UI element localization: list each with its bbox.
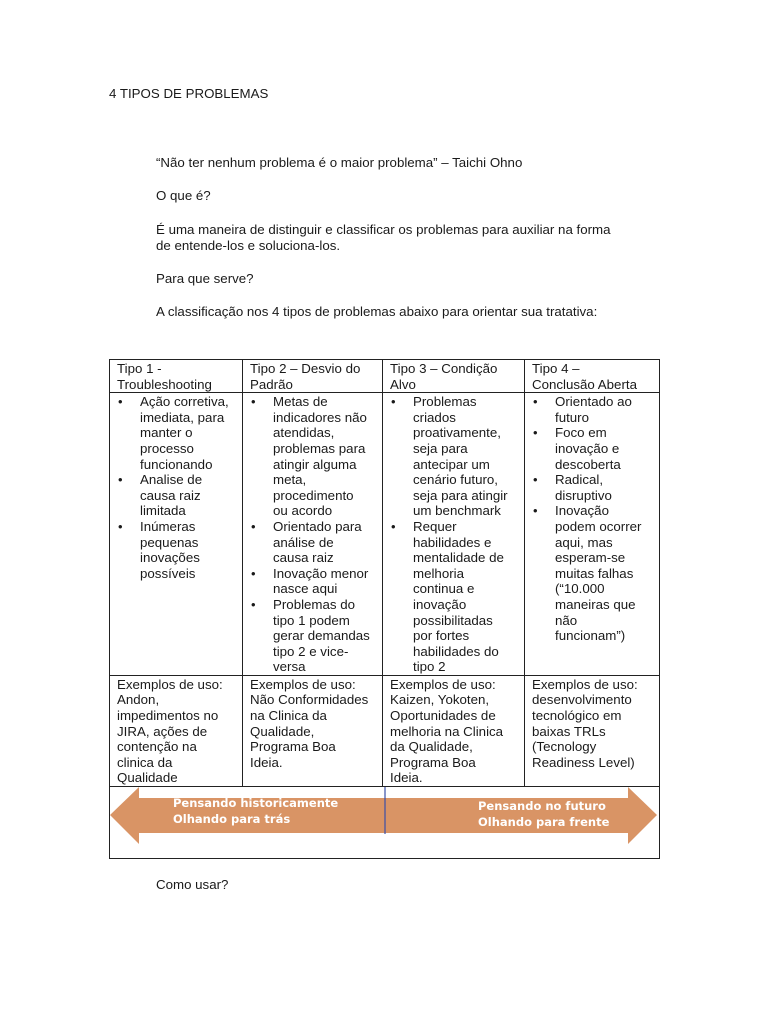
examples-cell	[525, 675, 660, 786]
bullet-list	[117, 394, 239, 581]
example-line: na Clinica da	[250, 708, 327, 724]
header-cell	[525, 360, 660, 393]
bullet-line: • Ação corretiva,	[140, 394, 229, 410]
bullet-line: • Inovação	[555, 503, 609, 519]
example-line: melhoria na Clinica	[390, 723, 504, 739]
answer-what-line-2: de entende-los e soluciona-los.	[156, 238, 341, 253]
bullet-line: seja para atingir	[413, 487, 508, 503]
bullet-line: descoberta	[555, 456, 621, 472]
document-heading: 4 TIPOS DE PROBLEMAS	[109, 86, 269, 101]
bullet-line: possibilitadas	[413, 612, 493, 628]
example-line: Oportunidades de	[390, 708, 496, 724]
bullet-line: seja para	[413, 440, 468, 456]
bullet-line: inovações	[140, 550, 200, 566]
bullet-line: funcionando	[140, 456, 213, 472]
bullet-line: atingir alguma	[273, 456, 357, 472]
bullet-line: • Requer	[413, 518, 457, 534]
example-line: Qualidade,	[250, 723, 315, 739]
bullets-cell	[383, 393, 525, 676]
bullets-cell	[110, 393, 243, 676]
table-header-row	[110, 360, 660, 393]
bullet-line: • Orientado para	[273, 518, 362, 534]
bullet-line: mentalidade de	[413, 550, 504, 566]
header-cell	[110, 360, 243, 393]
bullet-list	[532, 394, 656, 644]
example-line: Readiness Level)	[532, 754, 635, 770]
bullet-line: cenário futuro,	[413, 472, 499, 488]
bullet-item	[117, 519, 239, 581]
bullet-line: (“10.000	[555, 581, 605, 597]
bullet-line: manter o	[140, 425, 193, 441]
examples-cell	[110, 675, 243, 786]
bullet-list	[390, 394, 521, 675]
example-line: desenvolvimento	[532, 692, 632, 708]
bullet-line: melhoria	[413, 565, 464, 581]
bullet-line: problemas para	[273, 440, 366, 456]
header-line: Tipo 3 – Condição	[390, 361, 498, 376]
bullet-line: maneiras que	[555, 596, 636, 612]
bullet-item	[390, 519, 521, 675]
bullet-line: limitada	[140, 503, 186, 519]
example-line: tecnológico em	[532, 708, 622, 724]
bullet-line: disruptivo	[555, 487, 612, 503]
bullet-item	[532, 503, 656, 643]
header-line: Troubleshooting	[117, 376, 212, 392]
answer-what	[156, 222, 656, 254]
quote: “Não ter nenhum problema é o maior problema” – Taichi Ohno	[156, 155, 523, 170]
header-line: Tipo 2 – Desvio do	[250, 361, 361, 376]
example-line: clinica da	[117, 754, 173, 770]
table-examples-row	[110, 675, 660, 786]
bullet-line: • Foco em	[555, 425, 607, 441]
bullet-line: inovação	[413, 596, 467, 612]
bullet-item	[532, 472, 656, 503]
bullet-line: • Radical,	[555, 472, 604, 488]
bullet-item	[117, 472, 239, 519]
header-line: Padrão	[250, 376, 293, 392]
bullet-line: proativamente,	[413, 425, 501, 441]
question-how: Como usar?	[156, 877, 229, 892]
example-line: Exemplos de uso:	[250, 676, 356, 692]
examples-cell	[383, 675, 525, 786]
bullet-line: ou acordo	[273, 503, 333, 519]
header-line: Tipo 1 -	[117, 361, 162, 376]
right-arrow-text-1: Pensando no futuro	[478, 799, 606, 814]
bullet-item	[532, 394, 656, 425]
example-line: Exemplos de uso:	[390, 676, 496, 692]
bullet-line: • Orientado ao	[555, 394, 632, 410]
bullet-line: habilidades do	[413, 643, 499, 659]
bullet-line: • Problemas do	[273, 596, 356, 612]
example-line: Programa Boa	[390, 754, 476, 770]
header-line: Tipo 4 –	[532, 361, 580, 376]
bullet-item	[250, 394, 379, 519]
example-line: Programa Boa	[250, 739, 336, 755]
example-line: impedimentos no	[117, 708, 219, 724]
bullet-item	[390, 394, 521, 519]
right-arrow-text-2: Olhando para frente	[478, 815, 610, 830]
bullet-line: processo	[140, 440, 194, 456]
example-line: baixas TRLs	[532, 723, 606, 739]
bullet-line: causa raiz	[140, 487, 201, 503]
header-line: Alvo	[390, 376, 416, 392]
example-line: da Qualidade,	[390, 739, 473, 755]
example-line: Ideia.	[390, 770, 423, 786]
bullet-line: meta,	[273, 472, 307, 488]
table-arrow-row	[110, 787, 660, 859]
bullet-line: pequenas	[140, 534, 199, 550]
example-line: (Tecnology	[532, 739, 597, 755]
bullet-line: podem ocorrer	[555, 518, 642, 534]
arrow-cell	[110, 787, 660, 859]
question-what: O que é?	[156, 188, 211, 203]
bullet-line: continua e	[413, 581, 475, 597]
bullet-item	[117, 394, 239, 472]
example-line: Kaizen, Yokoten,	[390, 692, 490, 708]
bullet-line: imediata, para	[140, 409, 225, 425]
example-line: JIRA, ações de	[117, 723, 208, 739]
bullet-line: possíveis	[140, 565, 196, 581]
bullet-line: criados	[413, 409, 456, 425]
bullet-line: • Inúmeras	[140, 518, 196, 534]
bullet-line: • Metas de	[273, 394, 328, 410]
example-line: contenção na	[117, 739, 197, 755]
bullet-line: tipo 2	[413, 659, 446, 675]
example-line: Exemplos de uso:	[117, 676, 223, 692]
bullet-line: • Problemas	[413, 394, 477, 410]
bullet-line: tipo 2 e vice-	[273, 643, 349, 659]
bullet-line: análise de	[273, 534, 334, 550]
bullet-list	[250, 394, 379, 675]
bullet-item	[250, 519, 379, 566]
example-line: Qualidade	[117, 770, 178, 786]
bullet-line: procedimento	[273, 487, 354, 503]
bullet-line: causa raiz	[273, 550, 334, 566]
bullet-line: gerar demandas	[273, 628, 370, 644]
header-cell	[383, 360, 525, 393]
bullet-line: atendidas,	[273, 425, 335, 441]
bullet-line: muitas falhas	[555, 565, 634, 581]
bullet-line: aqui, mas	[555, 534, 613, 550]
bullet-line: inovação e	[555, 440, 620, 456]
table-bullets-row	[110, 393, 660, 676]
answer-what-line-1: É uma maneira de distinguir e classificar os problemas para auxiliar na forma	[156, 222, 611, 237]
bullet-line: não	[555, 612, 578, 628]
bullet-line: futuro	[555, 409, 590, 425]
bullet-line: antecipar um	[413, 456, 490, 472]
bullet-line: por fortes	[413, 628, 470, 644]
bullet-line: nasce aqui	[273, 581, 338, 597]
bullet-item	[250, 597, 379, 675]
bullet-line: • Inovação menor	[273, 565, 369, 581]
bullets-cell	[243, 393, 383, 676]
example-line: Exemplos de uso:	[532, 676, 638, 692]
bullet-line: versa	[273, 659, 306, 675]
bullet-line: tipo 1 podem	[273, 612, 350, 628]
question-purpose: Para que serve?	[156, 271, 254, 286]
answer-purpose: A classificação nos 4 tipos de problemas abaixo para orientar sua tratativa:	[156, 304, 598, 319]
problem-types-table	[109, 359, 660, 859]
header-line: Conclusão Aberta	[532, 376, 637, 392]
example-line: Andon,	[117, 692, 160, 708]
bullet-line: indicadores não	[273, 409, 367, 425]
example-line: Ideia.	[250, 754, 283, 770]
bullet-line: um benchmark	[413, 503, 501, 519]
left-arrow-text-2: Olhando para trás	[173, 812, 291, 827]
bullet-item	[250, 566, 379, 597]
bullets-cell	[525, 393, 660, 676]
examples-cell	[243, 675, 383, 786]
bullet-line: habilidades e	[413, 534, 492, 550]
header-cell	[243, 360, 383, 393]
bullet-line: funcionam”)	[555, 628, 626, 644]
example-line: Não Conformidades	[250, 692, 369, 708]
bullet-item	[532, 425, 656, 472]
left-arrow-text-1: Pensando historicamente	[173, 796, 339, 811]
bullet-line: • Analise de	[140, 472, 203, 488]
timeline-arrow	[110, 787, 658, 858]
bullet-line: esperam-se	[555, 550, 626, 566]
